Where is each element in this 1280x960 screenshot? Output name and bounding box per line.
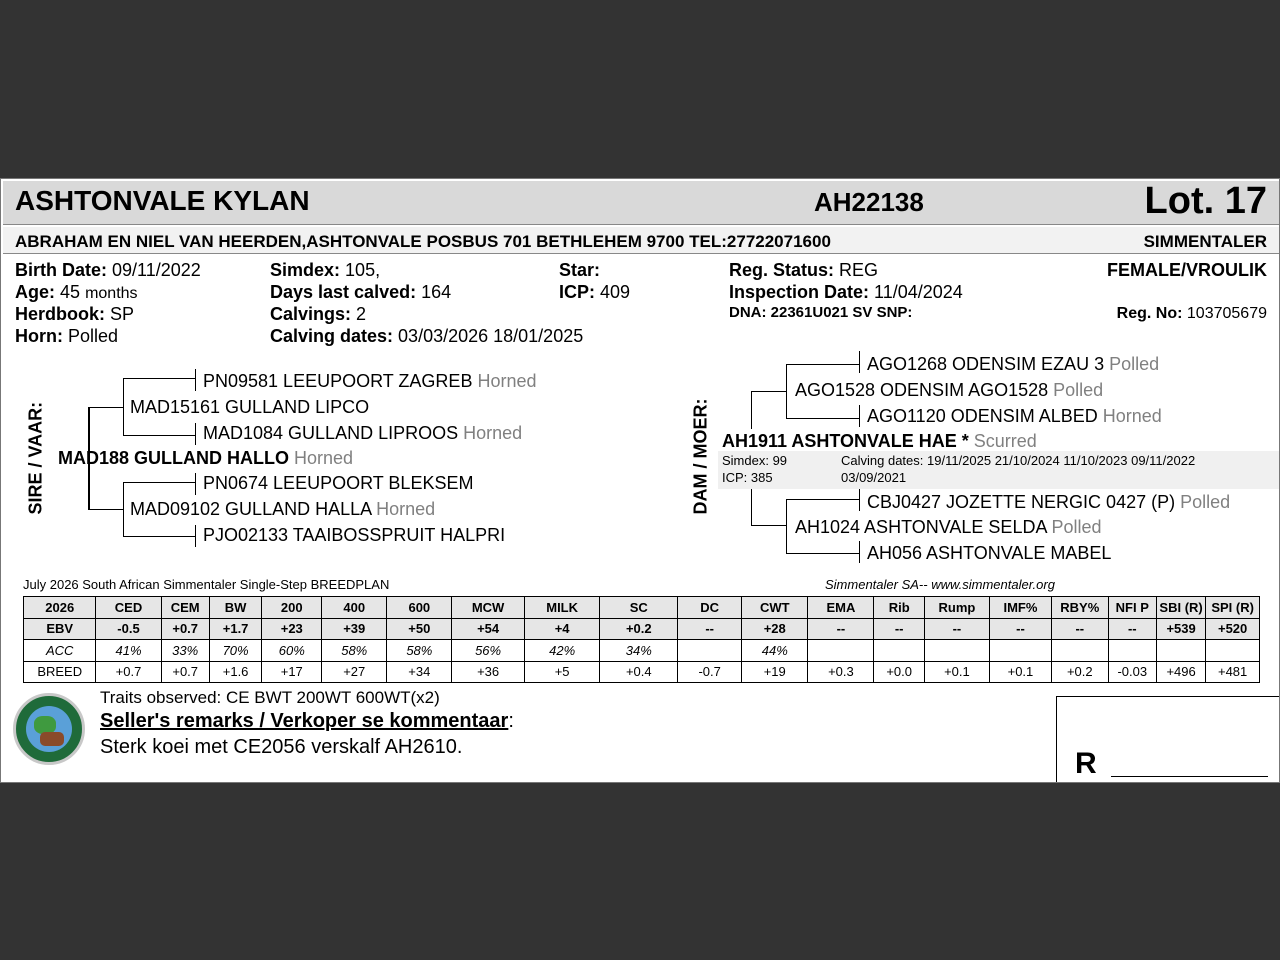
sire-sire-sire: PN09581 LEEUPOORT ZAGREB Horned [203, 371, 537, 391]
table-cell: +54 [452, 618, 524, 640]
calvings: Calvings: 2 [270, 304, 367, 324]
table-cell: +50 [387, 618, 452, 640]
simmentaler-logo [13, 693, 85, 765]
table-cell: -- [1108, 618, 1156, 640]
table-cell: BW [209, 597, 262, 619]
dam-connector [859, 541, 860, 563]
table-cell [1051, 640, 1108, 662]
sire-connector [123, 482, 124, 536]
table-cell [989, 640, 1051, 662]
dam-sire: AGO1528 ODENSIM AGO1528 Polled [795, 380, 1104, 400]
dam-simdex: Simdex: 99 [722, 453, 788, 468]
dam-connector [786, 553, 859, 554]
table-cell [808, 640, 874, 662]
table-cell: SC [600, 597, 678, 619]
table-cell: -- [678, 618, 742, 640]
sire-connector [195, 525, 196, 547]
table-cell: +0.2 [600, 618, 678, 640]
inspection-date: Inspection Date: 11/04/2024 [729, 282, 963, 302]
table-cell: 70% [209, 640, 262, 662]
society-caption: Simmentaler SA-- www.simmentaler.org [825, 577, 1055, 592]
table-cell: +539 [1156, 618, 1205, 640]
table-cell: IMF% [989, 597, 1051, 619]
sire-connector [123, 536, 195, 537]
herdbook: Herdbook: SP [15, 304, 135, 324]
table-cell [1206, 640, 1260, 662]
table-cell: +39 [322, 618, 387, 640]
table-cell: 200 [262, 597, 322, 619]
table-cell: Rump [924, 597, 989, 619]
table-cell: -- [1051, 618, 1108, 640]
sire-side-label: SIRE / VAAR: [25, 401, 46, 515]
table-cell: +0.1 [924, 661, 989, 683]
remarks-text: Sterk koei met CE2056 verskalf AH2610. [100, 736, 463, 758]
reg-status: Reg. Status: REG [729, 260, 879, 280]
dam-sire-dam: AGO1120 ODENSIM ALBED Horned [867, 406, 1162, 426]
sire-connector [195, 423, 196, 445]
table-cell: +1.7 [209, 618, 262, 640]
table-cell: SPI (R) [1206, 597, 1260, 619]
dam-connector [751, 489, 752, 525]
table-cell: Rib [874, 597, 924, 619]
table-cell: SBI (R) [1156, 597, 1205, 619]
table-cell: +0.0 [874, 661, 924, 683]
owner-details: ABRAHAM EN NIEL VAN HEERDEN,ASHTONVALE POSBUS 701 BETHLEHEM 9700 TEL:27722071600 [15, 232, 831, 251]
table-cell [874, 640, 924, 662]
star: Star: [559, 260, 601, 280]
table-cell [924, 640, 989, 662]
dam: AH1911 ASHTONVALE HAE * Scurred [722, 431, 1037, 451]
table-cell: 600 [387, 597, 452, 619]
table-cell: 58% [387, 640, 452, 662]
simdex: Simdex: 105, [270, 260, 381, 280]
table-cell: BREED [24, 661, 96, 683]
table-cell: +19 [742, 661, 808, 683]
table-cell: +27 [322, 661, 387, 683]
table-cell: 34% [600, 640, 678, 662]
table-cell: -0.7 [678, 661, 742, 683]
dam-connector [859, 351, 860, 373]
table-cell: -0.5 [96, 618, 161, 640]
breed-row [24, 661, 1260, 683]
horn-status: Horn: Polled [15, 326, 119, 346]
table-cell: 33% [161, 640, 209, 662]
table-cell: -- [989, 618, 1051, 640]
sire: MAD188 GULLAND HALLO Horned [58, 448, 354, 468]
table-cell [678, 640, 742, 662]
table-cell: +481 [1206, 661, 1260, 683]
lot-number: Lot. 17 [1144, 180, 1267, 222]
table-cell [1108, 640, 1156, 662]
sire-dam: MAD09102 GULLAND HALLA Horned [130, 499, 436, 519]
table-cell: +0.2 [1051, 661, 1108, 683]
dam-connector [786, 499, 787, 553]
sire-connector [123, 378, 195, 379]
table-cell: +496 [1156, 661, 1205, 683]
result-line [1111, 776, 1268, 777]
dam-calving-dates-cont: 03/09/2021 [841, 470, 907, 485]
dam-connector [786, 364, 859, 365]
sire-sire: MAD15161 GULLAND LIPCO [130, 397, 370, 417]
dam-dam-dam: AH056 ASHTONVALE MABEL [867, 543, 1112, 563]
dam-calving-dates: Calving dates: 19/11/2025 21/10/2024 11/10/2023 09/11/2022 [841, 453, 1196, 468]
table-cell: +0.4 [600, 661, 678, 683]
sire-dam-sire: PN0674 LEEUPOORT BLEKSEM [203, 473, 474, 493]
breedplan-caption: July 2026 South African Simmentaler Single-Step BREEDPLAN [23, 577, 390, 592]
table-cell: +28 [742, 618, 808, 640]
dam-connector [751, 391, 752, 429]
table-cell: -- [874, 618, 924, 640]
table-cell [1156, 640, 1205, 662]
dam-connector [751, 391, 786, 392]
dam-connector [859, 405, 860, 427]
calving-dates: Calving dates: 03/03/2026 18/01/2025 [270, 326, 584, 346]
lot-card [0, 178, 1280, 783]
result-label: R [1075, 747, 1097, 780]
acc-row [24, 640, 1260, 662]
table-cell: 41% [96, 640, 161, 662]
breed-label: SIMMENTALER [1143, 232, 1267, 251]
age: Age: 45 months [15, 282, 138, 302]
table-cell: +1.6 [209, 661, 262, 683]
table-cell: EMA [808, 597, 874, 619]
dam-connector [751, 525, 786, 526]
sex: FEMALE/VROULIK [1107, 260, 1267, 280]
cow-icon [40, 732, 64, 746]
dam-dam: AH1024 ASHTONVALE SELDA Polled [795, 517, 1102, 537]
days-last-calved: Days last calved: 164 [270, 282, 452, 302]
birth-date: Birth Date: 09/11/2022 [15, 260, 201, 280]
dam-dam-sire: CBJ0427 JOZETTE NERGIC 0427 (P) Polled [867, 492, 1231, 512]
dam-sire-sire: AGO1268 ODENSIM EZAU 3 Polled [867, 354, 1160, 374]
sire-connector [123, 435, 195, 436]
sire-connector [88, 509, 123, 510]
table-cell: NFI P [1108, 597, 1156, 619]
sire-connector [195, 473, 196, 495]
table-cell: ACC [24, 640, 96, 662]
table-cell: 2026 [24, 597, 96, 619]
table-cell: +520 [1206, 618, 1260, 640]
traits-observed: Traits observed: CE BWT 200WT 600WT(x2) [100, 688, 440, 707]
table-cell: -0.03 [1108, 661, 1156, 683]
table-cell: +4 [524, 618, 600, 640]
table-cell: +23 [262, 618, 322, 640]
table-cell: MILK [524, 597, 600, 619]
sire-sire-dam: MAD1084 GULLAND LIPROOS Horned [203, 423, 523, 443]
table-cell: 56% [452, 640, 524, 662]
table-cell: CWT [742, 597, 808, 619]
table-cell: 60% [262, 640, 322, 662]
remarks-heading: Seller's remarks / Verkoper se kommentaar: [100, 710, 514, 732]
table-cell: +0.3 [808, 661, 874, 683]
sire-dam-dam: PJO02133 TAAIBOSSPRUIT HALPRI [203, 525, 506, 545]
sire-connector [88, 407, 123, 408]
globe-icon [26, 706, 72, 752]
table-cell: 42% [524, 640, 600, 662]
icp: ICP: 409 [559, 282, 631, 302]
table-cell: -- [924, 618, 989, 640]
dam-connector [786, 499, 859, 500]
reg-number: Reg. No: 103705679 [1116, 305, 1267, 322]
table-cell: EBV [24, 618, 96, 640]
dna-snp: DNA: 22361U021 SV SNP: [729, 304, 913, 321]
table-cell: 58% [322, 640, 387, 662]
dam-connector [859, 489, 860, 511]
table-cell: +0.7 [96, 661, 161, 683]
table-cell: CED [96, 597, 161, 619]
registration-code: AH22138 [814, 187, 924, 217]
table-cell: RBY% [1051, 597, 1108, 619]
table-cell: MCW [452, 597, 524, 619]
dam-icp: ICP: 385 [722, 470, 773, 485]
animal-name: ASHTONVALE KYLAN [15, 185, 310, 216]
dam-side-label: DAM / MOER: [690, 398, 711, 515]
ebv-table [23, 596, 1260, 683]
ebv-row [24, 618, 1260, 640]
table-cell: +0.7 [161, 618, 209, 640]
table-cell: 44% [742, 640, 808, 662]
table-header-row [24, 597, 1260, 619]
dam-connector [786, 364, 787, 418]
table-cell: DC [678, 597, 742, 619]
table-cell: CEM [161, 597, 209, 619]
table-cell: 400 [322, 597, 387, 619]
dam-connector [786, 418, 859, 419]
table-cell: +17 [262, 661, 322, 683]
sire-connector [195, 369, 196, 391]
sire-connector [123, 482, 195, 483]
sire-connector [123, 378, 124, 435]
table-cell: +36 [452, 661, 524, 683]
table-cell: +5 [524, 661, 600, 683]
table-cell: +0.1 [989, 661, 1051, 683]
table-cell: -- [808, 618, 874, 640]
table-cell: +0.7 [161, 661, 209, 683]
table-cell: +34 [387, 661, 452, 683]
